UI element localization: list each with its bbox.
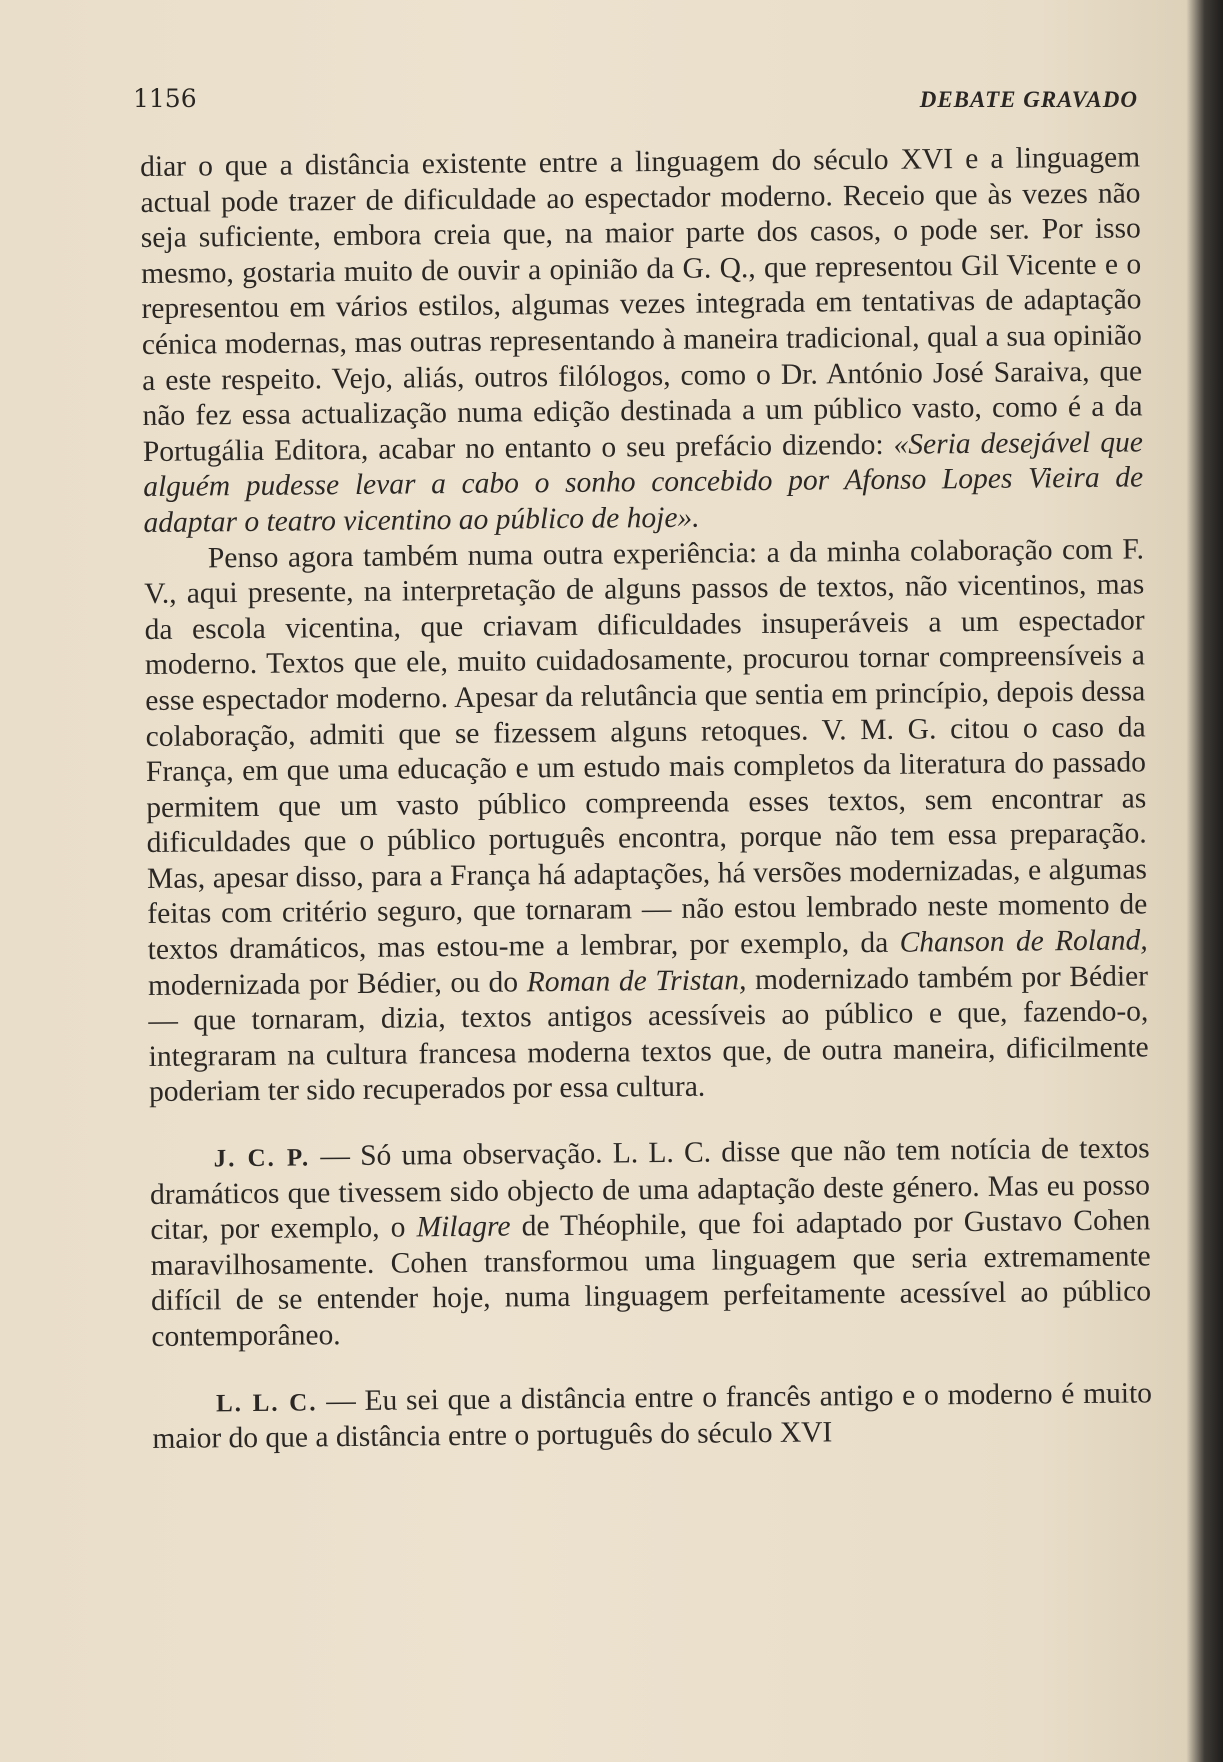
paragraph-1 [140, 140, 1144, 541]
quotation: «Seria desejável que alguém pudesse levar a cabo o sonho concebido por Afonso Lopes Vieira de adaptar o teatro vicentino ao público de hoje». [143, 426, 1144, 539]
paragraph-2 [144, 532, 1149, 1111]
speaker-label: L. L. C. [215, 1388, 318, 1417]
page-header [133, 84, 1138, 113]
paragraph-text: de Théophile, que foi adaptado por Gustavo Cohen maravilhosamente. Cohen transformou uma linguagem que seria extremamente difícil de se entender hoje, numa linguagem perfeitamente acessível ao público contemporâneo. [150, 1204, 1152, 1353]
paragraph-text: diar o que a distância existente entre a linguagem do século XVI e a linguagem actual pode trazer de dificuldade ao espectador moderno. Receio que às vezes não seja suficiente, embora creia que, na maior parte dos casos, o pode ser. Por isso mesmo, gostaria muito de ouvir a opinião da G. Q., que representou Gil Vicente e o representou em vários estilos, algumas vezes integrada em tentativas de adaptação cénica modernas, mas outras representando à maneira tradicional, qual a sua opinião a este respeito. Vejo, aliás, outros filólogos, como o Dr. António José Saraiva, que não fez essa actualização numa edição destinada a um público vasto, como é a da Portugália Editora, acabar no entanto o seu prefácio dizendo: [140, 141, 1143, 468]
speaker-label: J. C. P. [213, 1144, 311, 1173]
paragraph-text: modernizada por Bédier, ou do [147, 965, 527, 1002]
running-head: DEBATE GRAVADO [919, 87, 1138, 112]
paragraph-text: — Só uma observação. L. L. C. disse que não tem notícia de textos dramáticos que tivessem sido objecto de uma adaptação deste género. Mas eu posso citar, por exemplo, o [149, 1132, 1151, 1247]
paragraph-text: — Eu sei que a distância entre o francês antigo e o moderno é muito maior do que a distância entre o português do século XVI [152, 1376, 1153, 1456]
work-title: Milagre [416, 1210, 511, 1244]
paragraph-3 [150, 1131, 1152, 1355]
page-number: 1156 [133, 84, 197, 113]
body-text [140, 140, 1153, 1457]
work-title: Chanson de Roland, [899, 924, 1148, 959]
paragraph-text: Penso agora também numa outra experiência: a da minha colaboração com F. V., aqui presente, na interpretação de alguns passos de textos, não vicentinos, mas da escola vicentina, que criavam dificuldades insuperáveis a um espectador moderno. Textos que ele, muito cuidadosamente, procurou tornar compreensíveis a esse espectador moderno. Apesar da relutância que sentia em princípio, depois dessa colaboração, admiti que se fizessem alguns retoques. V. M. G. citou o caso da França, em que uma educação e um estudo mais completos da literatura do passado permitem que um vasto público compreenda esses textos, sem encontrar as dificuldades que o público português encontra, porque não tem essa preparação. Mas, apesar disso, para a França há adaptações, há versões modernizadas, e algumas feitas com critério seguro, que tornaram — não estou lembrado neste momento de textos dramáticos, mas estou-me a lembrar, por exemplo, da [144, 532, 1148, 967]
paragraph-4 [152, 1376, 1153, 1458]
paragraph-text: modernizado também por Bédier — que tornaram, dizia, textos antigos acessíveis ao público e que, fazendo-o, integraram na cultura francesa moderna textos que, de outra maneira, dificilmente poderiam ter sido recuperados por essa cultura. [148, 960, 1149, 1109]
work-title: Roman de Tristan, [526, 963, 747, 998]
